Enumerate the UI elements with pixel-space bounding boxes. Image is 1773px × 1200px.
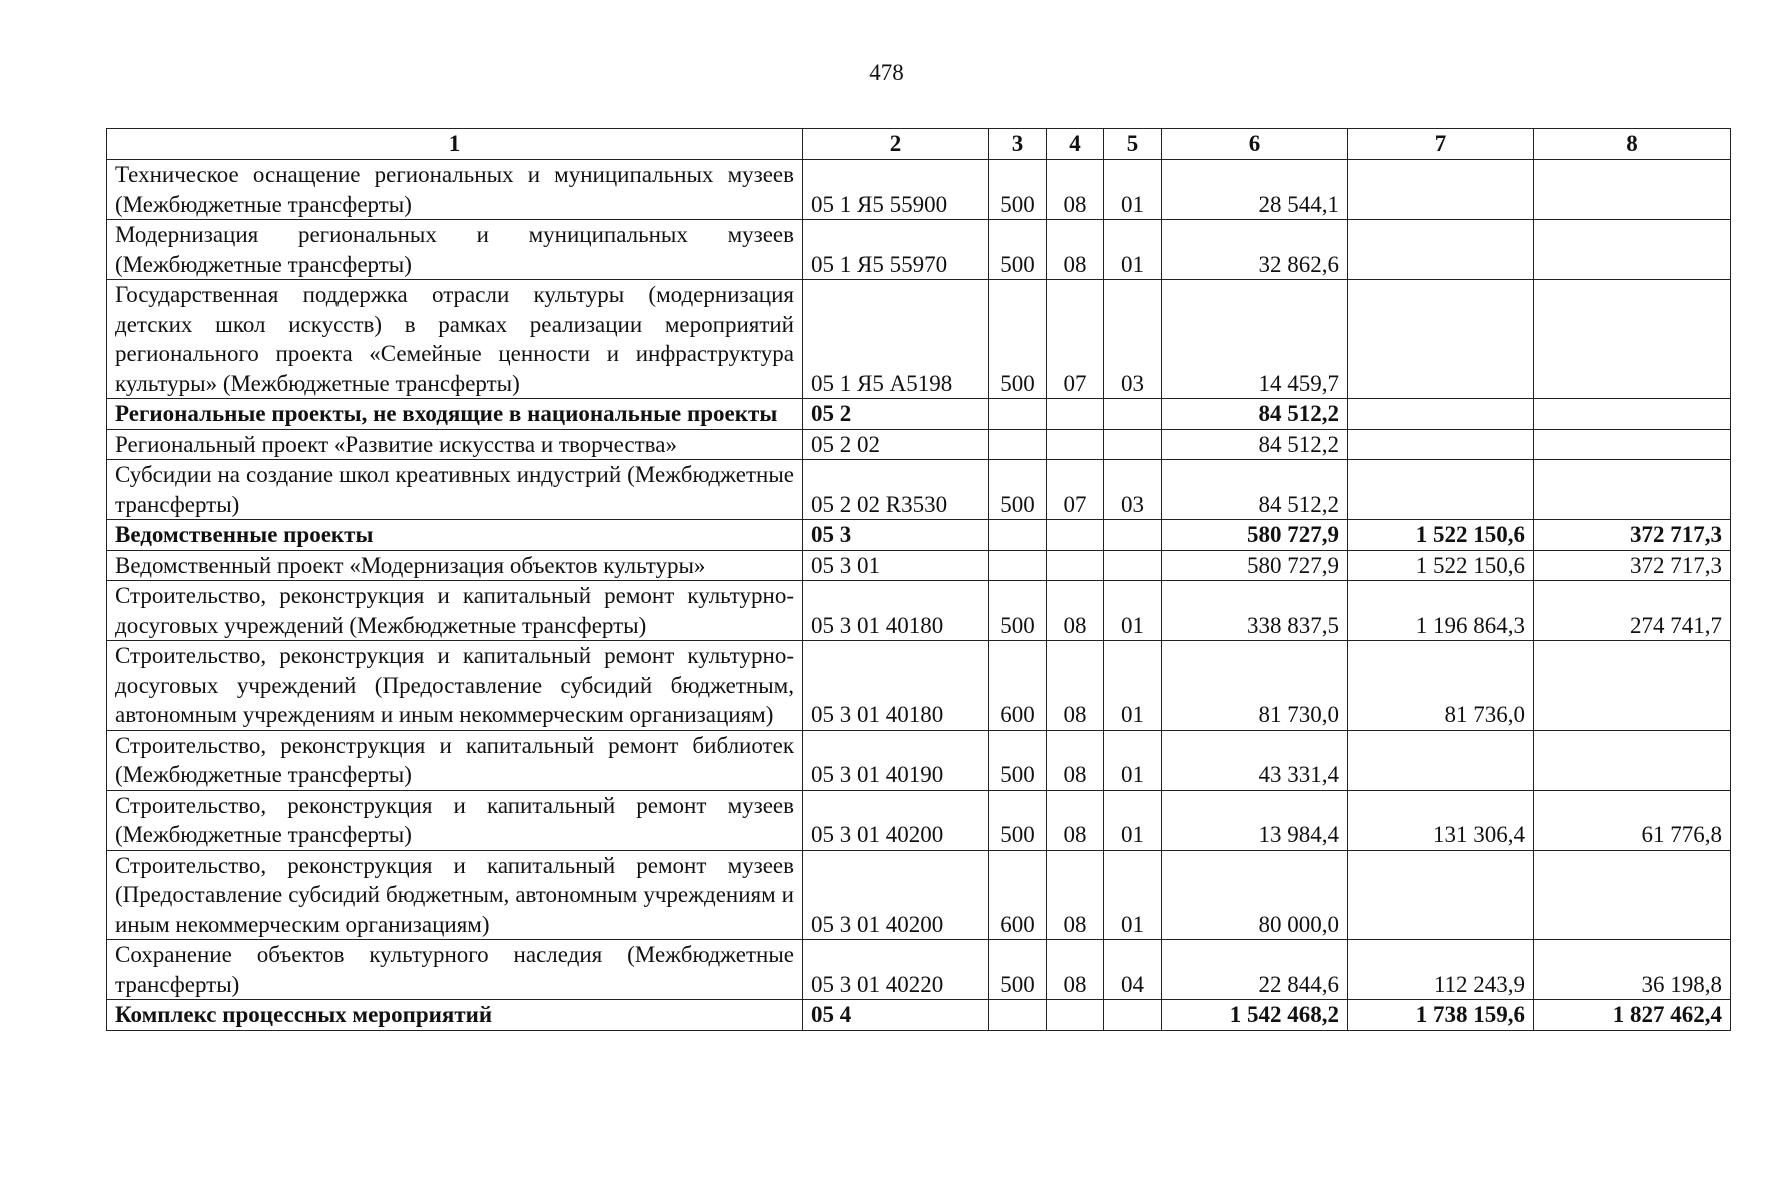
row-col3-cell: 500 (989, 460, 1047, 520)
row-col6-cell: 43 331,4 (1162, 730, 1348, 790)
table-row (107, 730, 1731, 790)
row-col5-cell: 01 (1104, 641, 1162, 731)
row-col4-cell (1047, 399, 1104, 430)
row-col3-cell: 500 (989, 280, 1047, 399)
column-header: 2 (803, 129, 989, 160)
column-header: 3 (989, 129, 1047, 160)
row-col4-cell: 08 (1047, 581, 1104, 641)
row-col6-cell: 14 459,7 (1162, 280, 1348, 399)
row-col3-cell: 600 (989, 641, 1047, 731)
row-col4-cell: 07 (1047, 460, 1104, 520)
row-col7-cell (1348, 160, 1534, 220)
row-name-cell: Региональный проект «Развитие искусства и творчества» (107, 429, 803, 460)
row-col7-cell: 1 522 150,6 (1348, 520, 1534, 551)
row-code-cell: 05 2 02 (803, 429, 989, 460)
column-header: 4 (1047, 129, 1104, 160)
table-body (107, 160, 1731, 1031)
row-col8-cell (1534, 730, 1731, 790)
row-col6-cell: 338 837,5 (1162, 581, 1348, 641)
row-col6-cell: 580 727,9 (1162, 520, 1348, 551)
row-name-cell: Техническое оснащение региональных и муниципальных музеев (Межбюджетные трансферты) (107, 160, 803, 220)
row-col4-cell: 08 (1047, 220, 1104, 280)
row-col3-cell (989, 520, 1047, 551)
row-col5-cell: 04 (1104, 940, 1162, 1000)
table-row (107, 850, 1731, 940)
row-col8-cell (1534, 399, 1731, 430)
row-col3-cell: 500 (989, 160, 1047, 220)
row-col5-cell: 01 (1104, 160, 1162, 220)
row-col3-cell (989, 399, 1047, 430)
row-col6-cell: 13 984,4 (1162, 790, 1348, 850)
row-col5-cell (1104, 1000, 1162, 1031)
row-col5-cell: 01 (1104, 790, 1162, 850)
row-col7-cell (1348, 460, 1534, 520)
row-code-cell: 05 2 (803, 399, 989, 430)
table-row (107, 1000, 1731, 1031)
row-col3-cell: 500 (989, 581, 1047, 641)
row-col6-cell: 81 730,0 (1162, 641, 1348, 731)
row-col4-cell (1047, 550, 1104, 581)
row-col8-cell: 372 717,3 (1534, 550, 1731, 581)
row-col4-cell: 07 (1047, 280, 1104, 399)
row-col8-cell (1534, 280, 1731, 399)
row-col6-cell: 84 512,2 (1162, 460, 1348, 520)
row-col3-cell: 500 (989, 790, 1047, 850)
row-name-cell: Модернизация региональных и муниципальных музеев (Межбюджетные трансферты) (107, 220, 803, 280)
row-col8-cell (1534, 641, 1731, 731)
row-col7-cell (1348, 399, 1534, 430)
row-code-cell: 05 1 Я5 55900 (803, 160, 989, 220)
table-row (107, 550, 1731, 581)
page-number: 478 (869, 60, 904, 85)
row-col5-cell (1104, 520, 1162, 551)
row-name-cell: Комплекс процессных мероприятий (107, 1000, 803, 1031)
row-col5-cell: 03 (1104, 460, 1162, 520)
row-col4-cell: 08 (1047, 730, 1104, 790)
table-row (107, 399, 1731, 430)
row-col4-cell: 08 (1047, 940, 1104, 1000)
row-code-cell: 05 3 01 40190 (803, 730, 989, 790)
row-col5-cell (1104, 429, 1162, 460)
row-col6-cell: 22 844,6 (1162, 940, 1348, 1000)
header-row (107, 129, 1731, 160)
row-col7-cell (1348, 220, 1534, 280)
row-col3-cell (989, 1000, 1047, 1031)
row-col7-cell: 131 306,4 (1348, 790, 1534, 850)
row-col4-cell: 08 (1047, 790, 1104, 850)
row-col8-cell: 372 717,3 (1534, 520, 1731, 551)
row-col8-cell (1534, 460, 1731, 520)
row-name-cell: Региональные проекты, не входящие в национальные проекты (107, 399, 803, 430)
row-code-cell: 05 3 01 40200 (803, 850, 989, 940)
row-col7-cell: 1 738 159,6 (1348, 1000, 1534, 1031)
row-name-cell: Ведомственный проект «Модернизация объектов культуры» (107, 550, 803, 581)
table-row (107, 160, 1731, 220)
row-col4-cell (1047, 1000, 1104, 1031)
row-code-cell: 05 4 (803, 1000, 989, 1031)
row-col5-cell: 01 (1104, 220, 1162, 280)
table-row (107, 790, 1731, 850)
row-col3-cell (989, 429, 1047, 460)
column-header: 8 (1534, 129, 1731, 160)
table-row (107, 429, 1731, 460)
column-header: 7 (1348, 129, 1534, 160)
row-name-cell: Строительство, реконструкция и капитальный ремонт музеев (Межбюджетные трансферты) (107, 790, 803, 850)
row-col4-cell: 08 (1047, 850, 1104, 940)
table-row (107, 520, 1731, 551)
row-col7-cell: 1 522 150,6 (1348, 550, 1534, 581)
row-col7-cell (1348, 850, 1534, 940)
row-col6-cell: 84 512,2 (1162, 399, 1348, 430)
row-code-cell: 05 3 (803, 520, 989, 551)
row-name-cell: Строительство, реконструкция и капитальный ремонт музеев (Предоставление субсидий бюджетным, автономным учреждениям и иным некоммерческим организациям) (107, 850, 803, 940)
row-col8-cell: 1 827 462,4 (1534, 1000, 1731, 1031)
row-col5-cell: 01 (1104, 850, 1162, 940)
row-col8-cell (1534, 429, 1731, 460)
row-col4-cell (1047, 520, 1104, 551)
table-row (107, 581, 1731, 641)
row-code-cell: 05 2 02 R3530 (803, 460, 989, 520)
row-col5-cell: 03 (1104, 280, 1162, 399)
column-header: 1 (107, 129, 803, 160)
row-col7-cell: 1 196 864,3 (1348, 581, 1534, 641)
row-col3-cell: 500 (989, 940, 1047, 1000)
table-row (107, 940, 1731, 1000)
row-col7-cell (1348, 730, 1534, 790)
row-col5-cell (1104, 550, 1162, 581)
row-col3-cell: 500 (989, 730, 1047, 790)
table-row (107, 220, 1731, 280)
row-col5-cell: 01 (1104, 730, 1162, 790)
table-row (107, 280, 1731, 399)
row-col7-cell (1348, 429, 1534, 460)
row-col8-cell: 274 741,7 (1534, 581, 1731, 641)
row-col6-cell: 80 000,0 (1162, 850, 1348, 940)
row-col6-cell: 1 542 468,2 (1162, 1000, 1348, 1031)
row-col6-cell: 84 512,2 (1162, 429, 1348, 460)
row-name-cell: Субсидии на создание школ креативных индустрий (Межбюджетные трансферты) (107, 460, 803, 520)
table-row (107, 641, 1731, 731)
row-col8-cell (1534, 220, 1731, 280)
budget-table (106, 128, 1731, 1031)
row-col4-cell: 08 (1047, 641, 1104, 731)
row-col3-cell (989, 550, 1047, 581)
row-col7-cell: 81 736,0 (1348, 641, 1534, 731)
row-col6-cell: 580 727,9 (1162, 550, 1348, 581)
row-col8-cell (1534, 160, 1731, 220)
row-col7-cell: 112 243,9 (1348, 940, 1534, 1000)
row-col8-cell (1534, 850, 1731, 940)
column-header: 5 (1104, 129, 1162, 160)
row-col3-cell: 500 (989, 220, 1047, 280)
row-col4-cell: 08 (1047, 160, 1104, 220)
row-name-cell: Строительство, реконструкция и капитальный ремонт культурно-досуговых учреждений (Предоставление субсидий бюджетным, автономным учреждениям и иным некоммерческим организациям) (107, 641, 803, 731)
row-col5-cell: 01 (1104, 581, 1162, 641)
row-code-cell: 05 3 01 40180 (803, 581, 989, 641)
row-col4-cell (1047, 429, 1104, 460)
row-col3-cell: 600 (989, 850, 1047, 940)
row-col5-cell (1104, 399, 1162, 430)
row-name-cell: Сохранение объектов культурного наследия (Межбюджетные трансферты) (107, 940, 803, 1000)
table-row (107, 460, 1731, 520)
row-name-cell: Строительство, реконструкция и капитальный ремонт культурно-досуговых учреждений (Межбюджетные трансферты) (107, 581, 803, 641)
row-code-cell: 05 1 Я5 55970 (803, 220, 989, 280)
row-code-cell: 05 3 01 40180 (803, 641, 989, 731)
row-name-cell: Ведомственные проекты (107, 520, 803, 551)
row-name-cell: Государственная поддержка отрасли культуры (модернизация детских школ искусств) в рамках реализации мероприятий регионального проекта «Семейные ценности и инфраструктура культуры» (Межбюджетные трансферты) (107, 280, 803, 399)
row-code-cell: 05 1 Я5 А5198 (803, 280, 989, 399)
row-code-cell: 05 3 01 40220 (803, 940, 989, 1000)
row-code-cell: 05 3 01 40200 (803, 790, 989, 850)
row-code-cell: 05 3 01 (803, 550, 989, 581)
row-col8-cell: 61 776,8 (1534, 790, 1731, 850)
row-col6-cell: 28 544,1 (1162, 160, 1348, 220)
row-name-cell: Строительство, реконструкция и капитальный ремонт библиотек (Межбюджетные трансферты) (107, 730, 803, 790)
column-header: 6 (1162, 129, 1348, 160)
row-col8-cell: 36 198,8 (1534, 940, 1731, 1000)
row-col6-cell: 32 862,6 (1162, 220, 1348, 280)
row-col7-cell (1348, 280, 1534, 399)
